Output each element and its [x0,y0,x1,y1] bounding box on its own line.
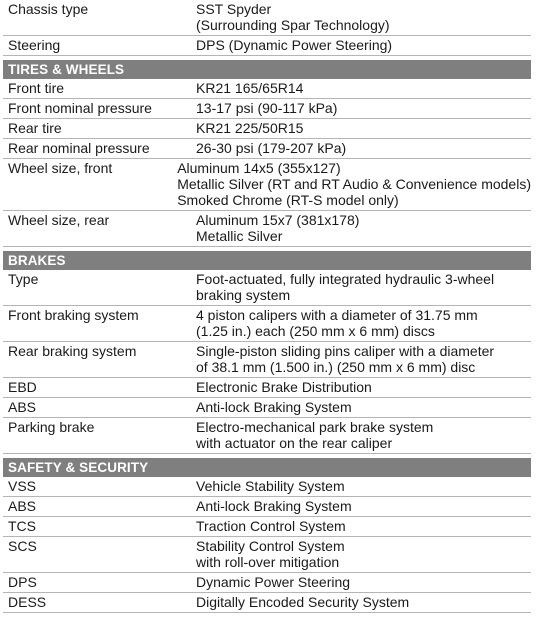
spec-row-brake-type [3,270,531,306]
spec-row-rear-tire [3,119,531,139]
spec-value [196,306,531,341]
spec-row-ebd [3,378,531,398]
spec-label: Type [8,271,39,287]
spec-row-abs [3,398,531,418]
spec-value-line: KR21 165/65R14 [196,80,304,96]
spec-value-line: Dynamic Power Steering [196,574,351,590]
spec-row-front-braking [3,306,531,342]
spec-label: DPS [8,574,37,590]
spec-value-line: Vehicle Stability System [196,478,345,494]
spec-value [196,418,531,453]
spec-value [196,517,531,536]
spec-value-line: with actuator on the rear caliper [196,435,393,451]
spec-value-line: Traction Control System [196,518,346,534]
spec-value-line: Aluminum 15x7 (381x178) [196,212,360,228]
spec-label: Wheel size, front [8,160,113,176]
spec-value [196,593,531,612]
spec-row-rear-pressure [3,139,531,159]
spec-row-wheel-front [3,159,531,211]
spec-value [196,497,531,516]
spec-value-line: Anti-lock Braking System [196,399,352,415]
spec-value-line: Digitally Encoded Security System [196,594,410,610]
spec-value [196,378,531,397]
section-header-safety-security: SAFETY & SECURITY [3,458,531,477]
spec-value-line: DPS (Dynamic Power Steering) [196,37,393,53]
spec-value-line: Stability Control System [196,538,345,554]
spec-row-parking-brake [3,418,531,454]
spec-label: Rear tire [8,120,62,136]
spec-value [196,270,531,305]
spec-value-line: 26-30 psi (179-207 kPa) [196,140,347,156]
section-header-tires-wheels: TIRES & WHEELS [3,60,531,79]
spec-value-line: 4 piston calipers with a diameter of 31.75 mm [196,307,478,323]
spec-value-line: braking system [196,287,291,303]
spec-value-line: SST Spyder [196,1,272,17]
spec-label: ABS [8,498,37,514]
spec-value [177,159,531,210]
spec-value-line: Metallic Silver [196,228,283,244]
spec-value [196,398,531,417]
spec-label: Parking brake [8,419,95,435]
spec-row-rear-braking [3,342,531,378]
spec-value [196,119,531,138]
spec-row-dess [3,593,531,613]
spec-value [196,537,531,572]
spec-label: Chassis type [8,1,89,17]
spec-row-scs [3,537,531,573]
spec-label: SCS [8,538,37,554]
spec-row-front-pressure [3,99,531,119]
spec-value [196,211,531,246]
spec-value-line: 13-17 psi (90-117 kPa) [196,100,338,116]
spec-value-line: with roll-over mitigation [196,554,340,570]
spec-value [196,342,531,377]
spec-value-line: (1.25 in.) each (250 mm x 6 mm) discs [196,323,435,339]
spec-value-line: Anti-lock Braking System [196,498,352,514]
spec-label: VSS [8,478,37,494]
spec-label: Front braking system [8,307,139,323]
spec-value-line: KR21 225/50R15 [196,120,304,136]
spec-row-wheel-rear [3,211,531,247]
spec-row-vss [3,477,531,497]
spec-sheet [3,0,531,613]
spec-value-line: Single-piston sliding pins caliper with a diameter [196,343,495,359]
spec-row-abs-safety [3,497,531,517]
spec-row-front-tire [3,79,531,99]
spec-label: Steering [8,37,61,53]
spec-value-line: Metallic Silver (RT and RT Audio & Convenience models) [177,176,531,192]
spec-label: DESS [8,594,47,610]
spec-value-line: of 38.1 mm (1.500 in.) (250 mm x 6 mm) disc [196,359,476,375]
spec-value [196,0,531,35]
spec-value [196,36,531,55]
spec-row-steering [3,36,531,56]
spec-label: Rear nominal pressure [8,140,150,156]
spec-value-line: (Surrounding Spar Technology) [196,17,390,33]
spec-value-line: Electronic Brake Distribution [196,379,372,395]
spec-value-line: Aluminum 14x5 (355x127) [177,160,341,176]
spec-label: Wheel size, rear [8,212,110,228]
spec-label: Front nominal pressure [8,100,152,116]
spec-label: TCS [8,518,36,534]
spec-value [196,99,531,118]
spec-row-dps [3,573,531,593]
spec-value [196,139,531,158]
spec-value-line: Smoked Chrome (RT-S model only) [177,192,399,208]
spec-value-line: Foot-actuated, fully integrated hydraulic 3-wheel [196,271,495,287]
spec-row-chassis-type [3,0,531,36]
spec-label: EBD [8,379,37,395]
spec-label: ABS [8,399,37,415]
spec-row-tcs [3,517,531,537]
spec-value [196,477,531,496]
spec-value [196,79,531,98]
spec-label: Front tire [8,80,65,96]
spec-value-line: Electro-mechanical park brake system [196,419,434,435]
section-header-brakes: BRAKES [3,251,531,270]
spec-label: Rear braking system [8,343,137,359]
spec-value [196,573,531,592]
